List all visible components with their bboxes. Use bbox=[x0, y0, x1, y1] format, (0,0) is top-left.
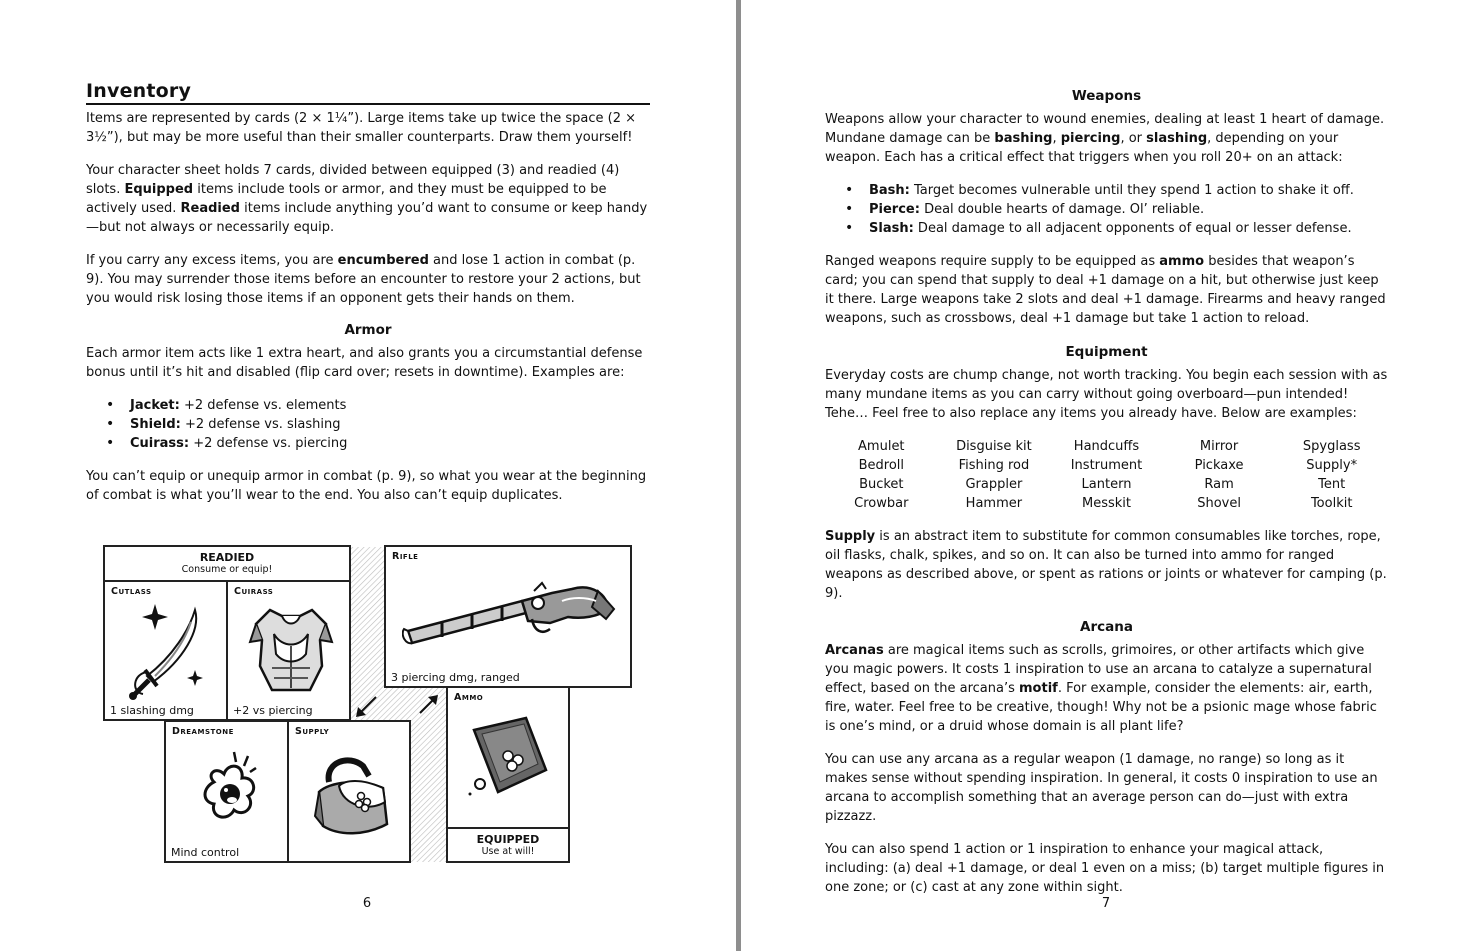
slots-text: Your character sheet holds 7 cards, divided between equipped (3) and readied (4) slots. bbox=[86, 163, 620, 197]
supply-card bbox=[287, 720, 411, 863]
table-row bbox=[825, 475, 1388, 494]
table-cell: Toolkit bbox=[1310, 496, 1353, 511]
armor-item-name: Cuirass: bbox=[130, 436, 190, 451]
readied-text: items include anything you’d want to consume or keep handy—but not always or necessarily equip. bbox=[86, 201, 648, 235]
table-cell: Hammer bbox=[965, 496, 1023, 511]
table-cell: Ram bbox=[1204, 477, 1234, 492]
encumbered-term: encumbered bbox=[337, 253, 429, 268]
card-footer: 1 slashing dmg bbox=[110, 704, 194, 717]
readied-title: READIED bbox=[199, 551, 255, 564]
left-page bbox=[0, 0, 736, 951]
table-row bbox=[825, 437, 1388, 456]
armor-item-text: +2 defense vs. elements bbox=[179, 398, 347, 413]
readied-term: Readied bbox=[180, 201, 240, 216]
armor-rules-text: You can’t equip or unequip armor in combat (p. 9), so what you wear at the beginning of combat is what you’ll wear to the end. You also can’t equip duplicates. bbox=[86, 469, 647, 503]
card-footer: 3 piercing dmg, ranged bbox=[391, 671, 520, 684]
dreamstone-card bbox=[164, 720, 289, 863]
separator: , bbox=[1052, 131, 1061, 146]
encumbered-text-a: If you carry any excess items, you are bbox=[86, 253, 338, 268]
supply-paragraph bbox=[825, 527, 1388, 603]
supply-text: is an abstract item to substitute for common consumables like torches, rope, oil flasks, chalk, spikes, and so on. It can also be turned into ammo for ranged weapons as described above, or spent as rations or joints or whatever for camping (p. 9). bbox=[825, 529, 1387, 601]
weapons-paragraph bbox=[825, 110, 1388, 167]
inventory-heading: Inventory bbox=[86, 80, 192, 102]
equipment-table bbox=[825, 437, 1388, 513]
inventory-diagram bbox=[0, 0, 736, 951]
table-row bbox=[825, 456, 1388, 475]
right-page bbox=[741, 0, 1474, 951]
right-page-content bbox=[825, 86, 1388, 911]
separator: , or bbox=[1120, 131, 1147, 146]
table-cell: Lantern bbox=[1081, 477, 1132, 492]
ammo-term: ammo bbox=[1159, 254, 1205, 269]
arcana-enhance-paragraph bbox=[825, 840, 1388, 897]
cuirass-card bbox=[226, 580, 351, 721]
equipped-title: EQUIPPED bbox=[476, 833, 540, 846]
equipment-text: Everyday costs are chump change, not worth tracking. You begin each session with as many mundane items as you can carry without going overboard—pun intended! Tehe… Feel free to also replace any items you already have. Below are examples: bbox=[825, 368, 1388, 421]
armor-heading: Armor bbox=[344, 322, 392, 338]
table-cell: Pickaxe bbox=[1194, 458, 1244, 473]
supply-term: Supply bbox=[825, 529, 876, 544]
arcana-text-b: . For example, consider the elements: air, earth, fire, water. Feel free to be creative, though! Why not be a psionic mage whose fabric is one’s mind, or a druid whose domain is all plant life? bbox=[825, 681, 1377, 734]
table-cell: Bucket bbox=[859, 477, 904, 492]
table-row bbox=[825, 494, 1388, 513]
page-number: 7 bbox=[1101, 896, 1111, 911]
satchel-icon bbox=[309, 752, 395, 842]
table-cell: Crowbar bbox=[854, 496, 909, 511]
table-cell: Shovel bbox=[1197, 496, 1241, 511]
effect-text: Target becomes vulnerable until they spend 1 action to shake it off. bbox=[909, 183, 1354, 198]
card-title: Dreamstone bbox=[172, 726, 234, 737]
table-cell: Amulet bbox=[858, 439, 905, 454]
table-cell: Messkit bbox=[1081, 496, 1131, 511]
gem-icon bbox=[192, 748, 272, 838]
weapons-heading: Weapons bbox=[1071, 88, 1142, 104]
table-cell: Tent bbox=[1318, 477, 1346, 492]
ranged-text-b: besides that weapon’s card; you can spend that supply to deal +1 damage on a hit, but otherwise just keep it there. Large weapons take 2 slots and deal +1 damage. Firearms and heavy ranged weapons, such as crossbows, deal +1 damage but take 1 action to reload. bbox=[825, 254, 1386, 326]
readied-subtitle: Consume or equip! bbox=[181, 564, 273, 575]
motif-term: motif bbox=[1019, 681, 1058, 696]
arcanas-term: Arcanas bbox=[825, 643, 884, 658]
table-cell: Handcuffs bbox=[1073, 439, 1140, 454]
equipment-heading: Equipment bbox=[1065, 344, 1148, 360]
list-item bbox=[825, 219, 1388, 238]
table-cell: Fishing rod bbox=[958, 458, 1030, 473]
readied-header bbox=[103, 545, 351, 582]
effect-name: Slash: bbox=[869, 221, 914, 236]
ranged-text-a: Ranged weapons require supply to be equipped as bbox=[825, 254, 1160, 269]
cards-text: Items are represented by cards (2 × 1¼”). Large items take up twice the space (2 × 3½”), but may be more useful than their smaller counterparts. Draw them yourself! bbox=[86, 111, 637, 145]
arcana-text-a: are magical items such as scrolls, grimoires, or other artifacts which give you magic powers. It costs 1 inspiration to use an arcana to catalyze a supernatural effect, based on the arcana’s bbox=[825, 643, 1372, 696]
page-number: 6 bbox=[362, 896, 372, 911]
ammo-pouch-icon bbox=[464, 712, 556, 804]
equipped-subtitle: Use at will! bbox=[481, 846, 535, 857]
armor-icon bbox=[246, 604, 336, 700]
table-cell: Mirror bbox=[1199, 439, 1239, 454]
list-item bbox=[825, 200, 1388, 219]
rifle-icon bbox=[402, 579, 622, 659]
arcana-weapon-text: You can use any arcana as a regular weapon (1 damage, no range) so long as it makes sense without spending inspiration. In general, it costs 0 inspiration to use an arcana to accomplish something that an average person can do—just with extra pizzazz. bbox=[825, 752, 1378, 824]
equipped-header bbox=[446, 827, 570, 863]
effect-name: Bash: bbox=[869, 183, 910, 198]
card-title: Cuirass bbox=[234, 586, 274, 597]
arcana-heading: Arcana bbox=[1080, 619, 1133, 635]
card-footer: +2 vs piercing bbox=[233, 704, 313, 717]
piercing-term: piercing bbox=[1060, 131, 1121, 146]
table-cell: Instrument bbox=[1070, 458, 1143, 473]
bashing-term: bashing bbox=[994, 131, 1053, 146]
card-title: Cutlass bbox=[111, 586, 152, 597]
table-cell: Grappler bbox=[965, 477, 1023, 492]
card-title: Ammo bbox=[454, 692, 484, 703]
weapon-effects-list bbox=[825, 181, 1388, 238]
armor-text: Each armor item acts like 1 extra heart, and also grants you a circumstantial defense bonus until it’s hit and disabled (flip card over; resets in downtime). Examples are: bbox=[86, 346, 643, 380]
list-item bbox=[825, 181, 1388, 200]
equipment-paragraph bbox=[825, 366, 1388, 423]
armor-item-text: +2 defense vs. piercing bbox=[189, 436, 348, 451]
ammo-card bbox=[446, 686, 570, 829]
weapons-text-a: Weapons allow your character to wound enemies, dealing at least 1 heart of damage. Mundane damage can be bbox=[825, 112, 1385, 146]
card-title: Rifle bbox=[392, 551, 419, 562]
equipped-text: items include tools or armor, and they must be equipped to be actively used. bbox=[86, 182, 607, 216]
sword-icon bbox=[123, 600, 213, 700]
arcana-paragraph bbox=[825, 641, 1388, 736]
armor-item-name: Jacket: bbox=[130, 398, 180, 413]
table-cell: Bedroll bbox=[858, 458, 904, 473]
cutlass-card bbox=[103, 580, 228, 721]
card-footer: Mind control bbox=[171, 846, 240, 859]
armor-item-text: +2 defense vs. slashing bbox=[180, 417, 341, 432]
encumbered-text-b: and lose 1 action in combat (p. 9). You may surrender those items before an encounter to restore your 2 actions, but you would risk losing those items if an opponent gets their hands on them. bbox=[86, 253, 641, 306]
ranged-paragraph bbox=[825, 252, 1388, 328]
effect-name: Pierce: bbox=[869, 202, 920, 217]
table-cell: Disguise kit bbox=[956, 439, 1032, 454]
effect-text: Deal double hearts of damage. Ol’ reliable. bbox=[919, 202, 1205, 217]
weapons-text-b: , depending on your weapon. Each has a critical effect that triggers when you roll 20+ on an attack: bbox=[825, 131, 1343, 165]
arcana-enhance-text: You can also spend 1 action or 1 inspiration to enhance your magical attack, including: (a) deal +1 damage, or deal 1 even on a miss; (b) target multiple figures in one zone; or (c) cast at any zone within sight. bbox=[825, 842, 1385, 895]
armor-item-name: Shield: bbox=[130, 417, 181, 432]
slashing-term: slashing bbox=[1146, 131, 1208, 146]
card-title: Supply bbox=[295, 726, 330, 737]
rifle-card bbox=[384, 545, 632, 688]
equipped-term: Equipped bbox=[124, 182, 194, 197]
effect-text: Deal damage to all adjacent opponents of equal or lesser defense. bbox=[913, 221, 1352, 236]
arcana-weapon-paragraph bbox=[825, 750, 1388, 826]
table-cell: Spyglass bbox=[1302, 439, 1361, 454]
table-cell: Supply* bbox=[1306, 458, 1358, 473]
